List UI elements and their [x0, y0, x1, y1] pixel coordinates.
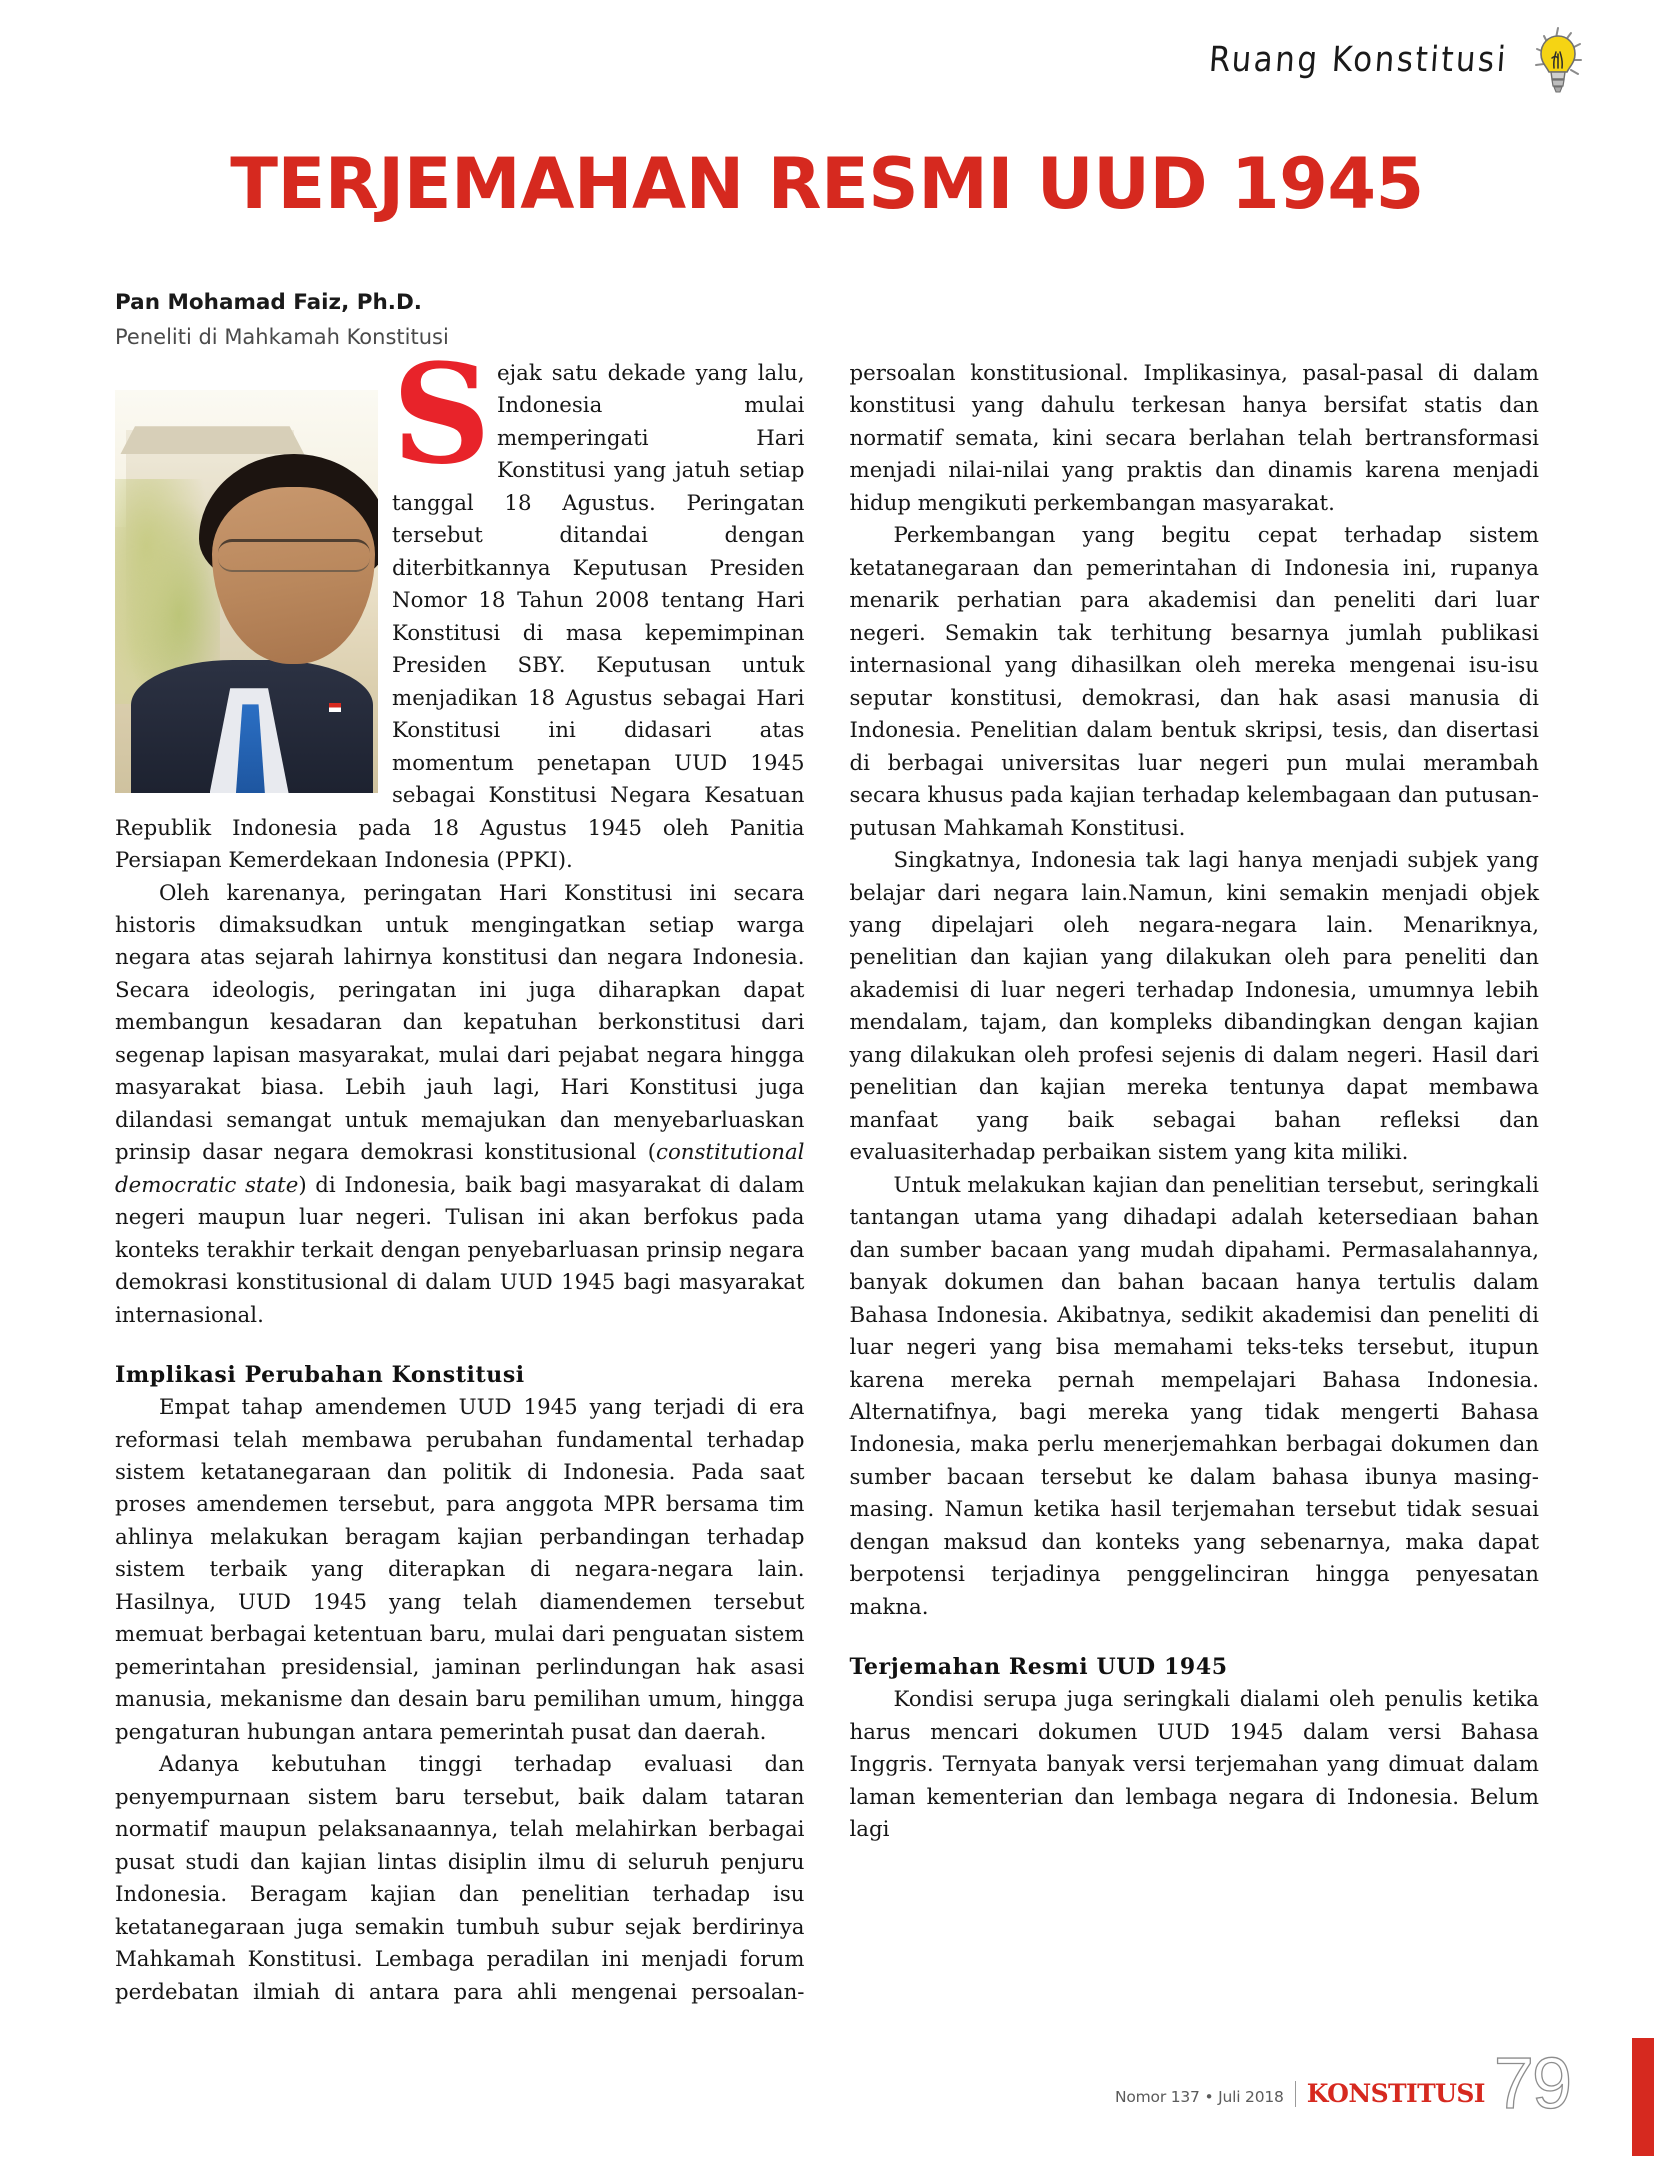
section-heading-terjemahan: Terjemahan Resmi UUD 1945: [849, 1654, 1228, 1681]
paragraph-7: Untuk melakukan kajian dan penelitian tersebut, seringkali tantangan utama yang dihadapi adalah ketersediaan bahan dan sumber bacaan yang mudah dipahami. Permasalahannya, banyak dokumen dan bahan bacaan hanya tertulis dalam Bahasa Indonesia. Akibatnya, sedikit akademisi dan peneliti di luar negeri yang bisa memahami teks-teks tersebut, itupun karena mereka pernah mempelajari Bahasa Indonesia. Alternatifnya, bagi mereka yang tidak mengerti Bahasa Indonesia, maka perlu menerjemahkan berbagai dokumen dan sumber bacaan tersebut ke dalam bahasa ibunya masing-masing. Namun ketika hasil terjemahan tersebut tidak sesuai dengan maksud dan konteks yang sebenarnya, maka dapat berpotensi terjadinya penggelinciran hingga penyesatan makna.: [849, 1172, 1539, 1620]
drop-cap: S: [392, 334, 491, 495]
paragraph-2-head: Oleh karenanya, peringatan Hari Konstitusi ini secara historis dimaksudkan untuk mengingatkan setiap warga negara atas sejarah lahirnya konstitusi dan negara Indonesia. Secara ideologis, peringatan ini juga diharapkan dapat membangun kesadaran dan kepatuhan berkonstitusi dari segenap lapisan masyarakat, mulai dari pejabat negara hingga masyarakat biasa. Lebih jauh lagi, Hari Konstitusi juga dilandasi semangat untuk memajukan dan menyebarluaskan prinsip dasar negara demokrasi konstitusional (: [115, 880, 805, 1166]
section-heading-implikasi: Implikasi Perubahan Konstitusi: [115, 1362, 525, 1389]
page-number: 79: [1493, 2043, 1570, 2124]
author-photo: [115, 390, 378, 793]
paragraph-2-italic-term: constitutional democratic state: [115, 1140, 805, 1198]
edge-accent-bar: [1632, 2038, 1654, 2156]
author-name: Pan Mohamad Faiz, Ph.D.: [115, 290, 422, 315]
paragraph-6: Singkatnya, Indonesia tak lagi hanya menjadi subjek yang belajar dari negara lain.Namun, kini semakin menjadi objek yang dipelajari oleh negara-negara lain. Menariknya, penelitian dan kajian yang dilakukan oleh para peneliti dan akademisi di luar negeri terhadap Indonesia, umumnya lebih mendalam, tajam, dan kompleks dibandingkan dengan kajian yang dilakukan oleh profesi sejenis di dalam negeri. Hasil dari penelitian dan kajian mereka tentunya dapat membawa manfaat yang baik sebagai bahan refleksi dan evaluasiterhadap perbaikan sistem yang kita miliki.: [849, 848, 1539, 1166]
footer-brand-label: KONSTITUSI: [1306, 2079, 1485, 2108]
photo-glasses: [218, 539, 371, 572]
page-title: TERJEMAHAN RESMI UUD 1945: [230, 142, 1424, 225]
photo-flag-pin: [329, 703, 341, 712]
page-footer: [1114, 2043, 1570, 2124]
paragraph-3: Empat tahap amendemen UUD 1945 yang terjadi di era reformasi telah membawa perubahan fundamental terhadap sistem ketatanegaraan dan politik di Indonesia. Pada saat proses amendemen tersebut, para anggota MPR bersama tim ahlinya melakukan beragam kajian perbandingan terhadap sistem terbaik yang diterapkan di negara-negara lain. Hasilnya, UUD 1945 yang telah diamendemen tersebut memuat berbagai ketentuan baru, mulai dari penguatan sistem pemerintahan presidensial, jaminan perlindungan hak asasi manusia, mekanisme dan desain baru pemilihan umum, hingga pengaturan hubungan antara pemerintah pusat dan daerah.: [115, 1395, 805, 1745]
paragraph-2-tail: ) di Indonesia, baik bagi masyarakat di dalam negeri maupun luar negeri. Tulisan ini akan berfokus pada konteks terakhir terkait dengan penyebarluasan prinsip negara demokrasi konstitusional di dalam UUD 1945 bagi masyarakat internasional.: [115, 1172, 805, 1328]
paragraph-intro-text: ejak satu dekade yang lalu, Indonesia mulai memperingati Hari Konstitusi yang jatuh setiap tanggal 18 Agustus. Peringatan tersebut ditandai dengan diterbitkannya Keputusan Presiden Nomor 18 Tahun 2008 tentang Hari Konstitusi di masa kepemimpinan Presiden SBY. Keputusan untuk menjadikan 18 Agustus sebagai Hari Konstitusi ini didasari atas momentum penetapan UUD 1945 sebagai Konstitusi Negara Kesatuan Republik Indonesia pada 18 Agustus 1945 oleh Panitia Persiapan Kemerdekaan Indonesia (PPKI).: [115, 361, 805, 874]
lightbulb-icon: [1518, 22, 1584, 98]
paragraph-8: Kondisi serupa juga seringkali dialami oleh penulis ketika harus mencari dokumen UUD 1945 dalam versi Bahasa Inggris. Ternyata banyak versi terjemahan yang dimuat dalam laman kementerian dan lembaga negara di Indonesia. Belum lagi: [849, 1687, 1539, 1843]
paragraph-5: Perkembangan yang begitu cepat terhadap sistem ketatanegaraan dan pemerintahan di Indonesia ini, rupanya menarik perhatian para akademisi dan peneliti dari luar negeri. Semakin tak terhitung besarnya jumlah publikasi internasional yang dihasilkan oleh mereka mengenai isu-isu seputar konstitusi, demokrasi, dan hak asasi manusia di Indonesia. Penelitian dalam bentuk skripsi, tesis, dan disertasi di berbagai universitas luar negeri pun mulai merambah secara khusus pada kajian terhadap kelembagaan dan putusan-putusan Mahkamah Konstitusi.: [849, 523, 1539, 841]
rubric-header: [1209, 22, 1584, 98]
photo-roof: [120, 426, 304, 454]
author-role: Peneliti di Mahkamah Konstitusi: [115, 325, 449, 350]
rubric-label: Ruang Konstitusi: [1207, 39, 1510, 81]
footer-issue-label: Nomor 137 • Juli 2018: [1114, 2088, 1284, 2106]
footer-divider: [1295, 2081, 1296, 2107]
paragraph-2: [115, 878, 805, 1333]
paragraph-4: Adanya kebutuhan tinggi terhadap evaluasi dan penyempurnaan sistem baru tersebut, baik dalam tataran normatif maupun pelaksanaannya, telah melahirkan berbagai pusat studi dan kajian lintas disiplin ilmu di seluruh penjuru Indonesia. Beragam kajian dan penelitian terhadap isu ketatanegaraan juga semakin tumbuh subur sejak berdirinya Mahkamah Konstitusi. Lembaga peradilan ini menjadi forum perdebatan ilmiah di antara para ahli mengenai persoalan-persoalan konstitusional. Implikasinya, pasal-pasal di dalam konstitusi yang dahulu terkesan hanya bersifat statis dan normatif semata, kini secara berlahan telah bertransformasi menjadi nilai-nilai yang praktis dan dinamis karena menjadi hidup mengikuti perkembangan masyarakat.: [115, 361, 1539, 2005]
